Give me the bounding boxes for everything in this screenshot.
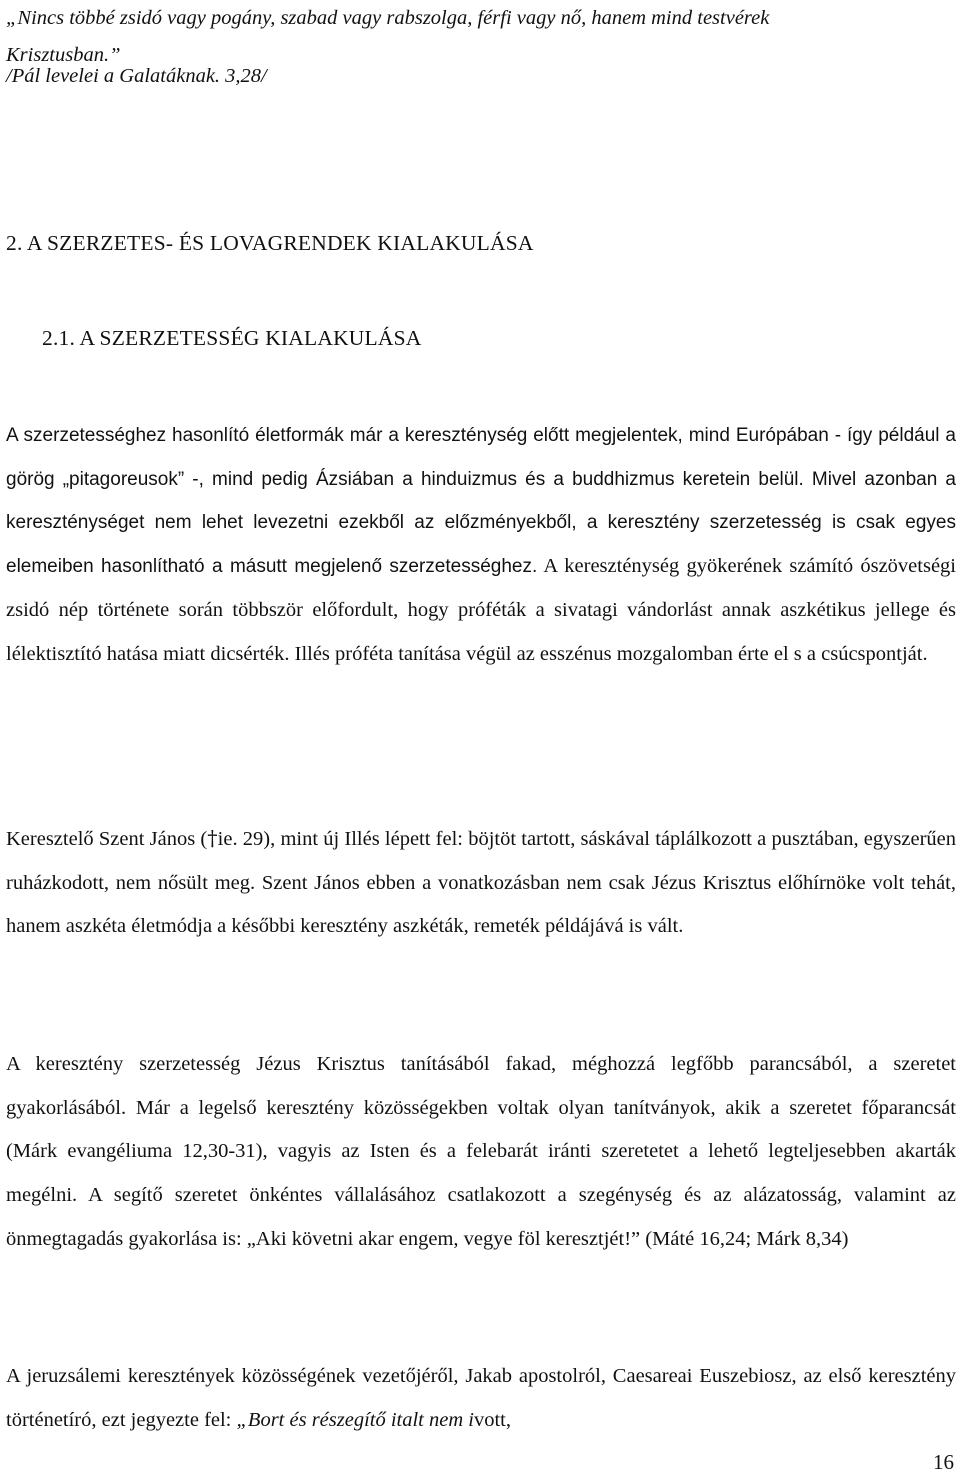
dagger-symbol: † bbox=[207, 826, 218, 850]
paragraph-2-part-a: Keresztelő Szent János ( bbox=[6, 828, 208, 850]
paragraph-2 bbox=[6, 817, 956, 949]
chapter-heading: 2. A SZERZETES- ÉS LOVAGRENDEK KIALAKULÁSA bbox=[6, 231, 534, 255]
epigraph-reference: /Pál levelei a Galatáknak. 3,28/ bbox=[6, 65, 267, 87]
page-number: 16 bbox=[933, 1450, 954, 1474]
paragraph-3: A keresztény szerzetesség Jézus Krisztus tanításából fakad, méghozzá legfőbb parancsából, a szeretet gyakorlásából. Már a legelső keresztény közösségekben voltak olyan tanítványok, akik a szeretet főparancsát (Márk evangéliuma 12,30-31), vagyis az Isten és a felebarát iránti szeretetet a lehető legteljesebben akarták megélni. A segítő szeretet önkéntes vállalásához csatlakozott a szegénység és az alázatosság, valamint az önmegtagadás gyakorlása is: „Aki követni akar engem, vegye föl keresztjét!” (Máté 16,24; Márk 8,34) bbox=[6, 1053, 956, 1250]
paragraph-1 bbox=[6, 414, 956, 676]
paragraph-4-part-a: A jeruzsálemi keresztények közösségének vezetőjéről, Jakab apostolról, Caesareai Euszebiosz, az első keresztény történetíró, ezt jegyezte fel: bbox=[6, 1365, 956, 1431]
paragraph-2-part-b: ie. 29), mint új Illés lépett fel: böjtöt tartott, sáskával táplálkozott a pusztában, egyszerűen ruházkodott, nem nősült meg. Szent János ebben a vonatkozásban nem csak Jézus Krisztus előhírnöke volt tehát, hanem aszkéta életmódja a későbbi keresztény aszkéták, remeték példájává is vált. bbox=[6, 828, 957, 938]
epigraph-quote bbox=[6, 0, 769, 74]
epigraph-line-1: „Nincs többé zsidó vagy pogány, szabad vagy rabszolga, férfi vagy nő, hanem mind testvérek bbox=[6, 7, 770, 29]
section-heading: 2.1. A SZERZETESSÉG KIALAKULÁSA bbox=[42, 326, 422, 350]
paragraph-1-part-b: A kereszténység gyökerének számító ószövetségi zsidó nép története során többször előfordult, hogy próféták a sivatagi vándorlást annak aszkétikus jellege és lélektisztító hatása miatt dicsérték. Illés próféta tanítása végül az esszénus mozgalomban érte el s a csúcspontját. bbox=[6, 555, 956, 665]
paragraph-4-italic-quote: „Bort és részegítő italt nem i bbox=[236, 1408, 474, 1431]
paragraph-4 bbox=[6, 1355, 956, 1442]
paragraph-4-part-b: vott, bbox=[473, 1408, 511, 1431]
paragraph-1-part-a: A szerzetességhez hasonlító életformák már a kereszténység előtt megjelentek, mind Európában - így például a görög „pitagoreusok” -, mind pedig Ázsiában a hinduizmus és a buddhizmus keretein belül. Mivel azonban a kereszténységet nem lehet levezetni ezekből az előzményekből, a keresztény szerzetesség is csak egyes elemeiben hasonlítható a másutt megjelenő szerzetességhez. bbox=[6, 425, 956, 578]
epigraph-line-2: Krisztusban.” bbox=[6, 44, 121, 66]
